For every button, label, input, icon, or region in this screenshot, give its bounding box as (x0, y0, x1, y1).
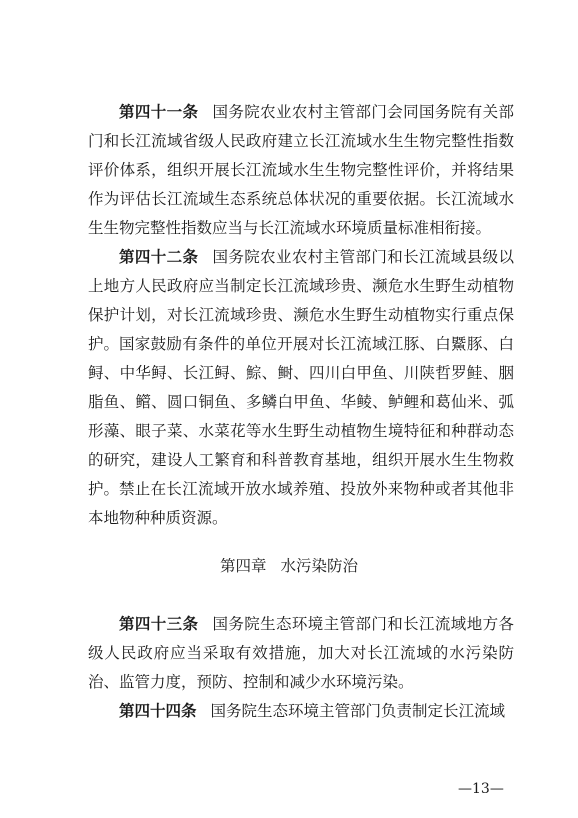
article-number: 第四十二条 (119, 248, 199, 266)
article-41-paragraph (88, 98, 514, 243)
paragraph-text: 国家鼓励有条件的单位开展对长江流域江豚、白鱀豚、白鲟、中华鲟、长江鲟、鯮、鲥、四川白甲鱼、川陕哲罗鲑、胭脂鱼、鳤、圆口铜鱼、多鳞白甲鱼、华鲮、鲈鲤和葛仙米、弧形藻、眼子菜、水菜花等水生野生动植物生境特征和种群动态的研究，建设人工繁育和科普教育基地，组织开展水生生物救护。 (88, 335, 514, 498)
article-42-paragraph-3 (88, 475, 514, 533)
article-44-paragraph (88, 697, 514, 726)
paragraph-text: 禁止在长江流域开放水域养殖、投放外来物种或者其他非本地物种种质资源。 (88, 480, 514, 527)
page-number: —13— (458, 781, 504, 797)
chapter-title: 水污染防治 (280, 557, 359, 575)
article-text: 国务院农业农村主管部门会同国务院有关部门和长江流域省级人民政府建立长江流域水生生物完整性指数评价体系，组织开展长江流域水生生物完整性评价，并将结果作为评估长江流域生态系统总体状况的重要依据。长江流域水生生物完整性指数应当与长江流域水环境质量标准相衔接。 (88, 103, 514, 237)
article-43-paragraph (88, 610, 514, 697)
chapter-heading (0, 554, 578, 576)
article-text: 国务院农业农村主管部门和长江流域县级以上地方人民政府应当制定长江流域珍贵、濒危水生野生动植物保护计划，对长江流域珍贵、濒危水生野生动植物实行重点保护。 (88, 248, 514, 353)
article-number: 第四十四条 (119, 702, 197, 720)
article-text: 国务院生态环境主管部门和长江流域地方各级人民政府应当采取有效措施，加大对长江流域的水污染防治、监管力度，预防、控制和减少水环境污染。 (88, 615, 514, 691)
chapter-number: 第四章 (219, 557, 267, 575)
article-number: 第四十一条 (119, 103, 199, 121)
article-text: 国务院生态环境主管部门负责制定长江流域 (210, 702, 506, 720)
article-number: 第四十三条 (119, 615, 199, 633)
